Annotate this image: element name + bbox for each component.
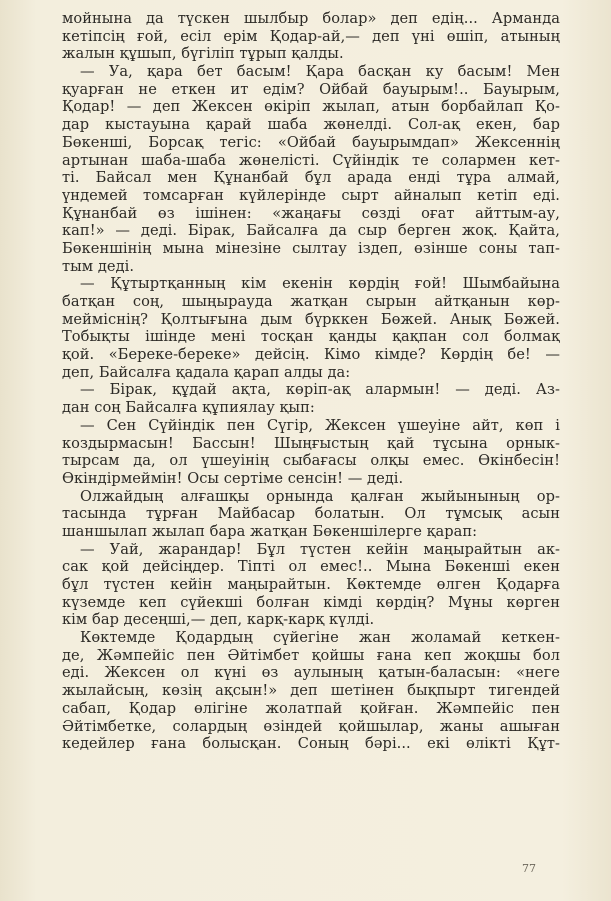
text-line-19: Тобықты ішінде мені тосқан қанды қақпан сол болмақ	[62, 328, 560, 346]
text-line-17: батқан соң, шыңырауда жатқан сырын айтқанын көр-	[62, 293, 560, 310]
text-line-1: мойнына да түскен шылбыр болар» деп едің... Арманда	[62, 10, 560, 27]
text-line-25: коздырмасын! Бассын! Шыңғыстың қай тұсына орнык-	[62, 434, 560, 452]
text-line-42: кедейлер ғана болысқан. Соның бәрі... екі өлікті Құт-	[62, 735, 560, 753]
text-line-41: Әйтімбетке, солардың өзіндей қойшылар, жаны ашыған	[62, 717, 560, 735]
text-line-11: үндемей томсарған күйлерінде сырт айналып кетіп еді.	[62, 186, 560, 204]
text-line-39: жылайсың, көзің ақсын!» деп шетінен бықпырт тигендей	[62, 682, 560, 700]
text-line-12: Құнанбай өз ішінен: «жаңағы сөзді оғат айттым-ау,	[62, 204, 560, 222]
text-line-7: дар кыстауына қарай шаба жөнелді. Сол-ақ екен, бар	[62, 116, 560, 134]
text-line-24: — Сен Сүйіндік пен Сүгір, Жексен үшеуіне айт, көп і	[80, 416, 560, 434]
text-line-35: кім бар десеңші,— деп, карқ-карқ күлді.	[62, 611, 375, 629]
text-line-34: күземде кеп сүйекші болған кімді көрдің? Мұны көрген	[62, 593, 560, 611]
text-line-22: — Бірак, құдай ақта, көріп-ақ алармын! — деді. Аз-	[80, 381, 560, 399]
text-line-2: кетіпсің ғой, есіл ерім Қодар-ай,— деп үні өшіп, атының	[62, 27, 560, 45]
text-line-21: деп, Байсалға қадала қарап алды да:	[62, 363, 351, 381]
text-line-20: қой. «Береке-береке» дейсің. Кімо кімде? Көрдің бе! —	[62, 346, 560, 364]
text-line-8: Бөкенші, Борсақ тегіс: «Ойбай бауырымдап» Жексеннің	[62, 133, 560, 151]
text-line-4: — Уа, қара бет басым! Қара басқан ку басым! Мен	[80, 63, 560, 81]
text-line-23: дан соң Байсалға құпиялау қып:	[62, 399, 315, 417]
text-line-9: артынан шаба-шаба жөнелісті. Сүйіндік те солармен кет-	[62, 151, 560, 169]
text-line-37: де, Жәмпейіс пен Әйтімбет қойшы ғана кеп жоқшы бол	[62, 646, 560, 664]
text-line-13: кап!» — деді. Бірак, Байсалға да сыр берген жоқ. Қайта,	[62, 222, 560, 240]
text-line-10: ті. Байсал мен Құнанбай бұл арада енді тұра алмай,	[62, 169, 560, 187]
text-line-38: еді. Жексен ол күні өз аулының қатын-баласын: «неге	[62, 664, 560, 682]
text-line-3: жалын құшып, бүгіліп тұрып қалды.	[62, 45, 344, 63]
page-body-text	[62, 10, 560, 753]
text-line-31: — Уай, жарандар! Бұл түстен кейін маңырайтын ак-	[80, 540, 560, 558]
text-line-33: бұл түстен кейін маңырайтын. Көктемде өлген Қодарға	[62, 576, 560, 593]
text-line-28: Олжайдың алғашқы орнында қалған жыйынының ор-	[80, 487, 560, 505]
text-line-36: Көктемде Қодардың сүйегіне жан жоламай кеткен-	[80, 629, 560, 647]
text-line-16: — Құтыртқанның кім екенін көрдің ғой! Шымбайына	[80, 275, 560, 293]
page-number: 77	[522, 862, 536, 875]
text-line-32: сак қой дейсіңдер. Тіпті ол емес!.. Мына Бөкенші екен	[62, 558, 560, 576]
text-line-6: Қодар! — деп Жексен өкіріп жылап, атын борбайлап Қо-	[62, 98, 560, 116]
text-line-18: мейміснің? Қолтығына дым бүрккен Бөжей. Анық Бөжей.	[62, 310, 560, 328]
text-line-14: Бөкеншінің мына мінезіне сылтау іздеп, өзінше соны тап-	[62, 239, 560, 257]
text-line-15: тым деді.	[62, 257, 135, 275]
text-line-27: Өкіндірмеймін! Осы сертіме сенсін! — деді.	[62, 469, 404, 487]
text-line-5: қуарған не еткен ит едім? Ойбай бауырым!.. Бауырым,	[62, 80, 560, 98]
text-line-26: тырсам да, ол үшеуінің сыбағасы олқы емес. Өкінбесін!	[62, 452, 560, 470]
text-line-40: сабап, Қодар өлігіне жолатпай қойған. Жәмпейіс пен	[62, 699, 560, 717]
text-line-29: тасында тұрған Майбасар болатын. Ол тұмсық асын	[62, 505, 560, 523]
text-line-30: шаншылап жылап бара жатқан Бөкеншілерге қарап:	[62, 522, 478, 540]
